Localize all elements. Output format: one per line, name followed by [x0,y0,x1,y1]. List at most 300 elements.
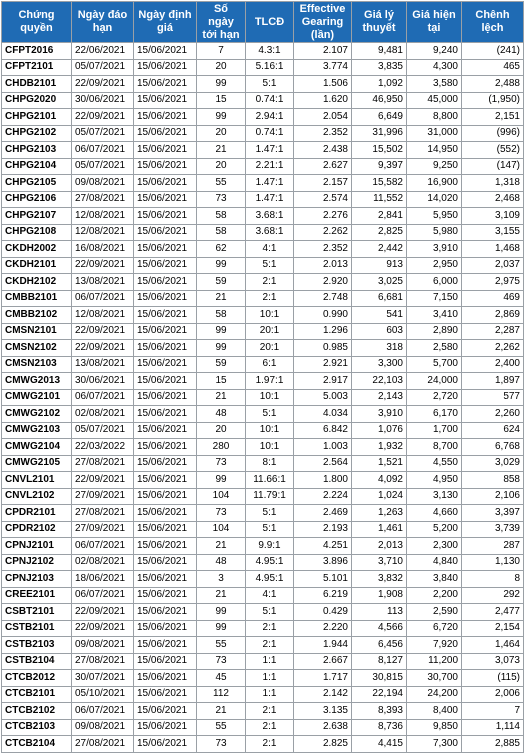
price-difference-cell: 2,287 [462,323,524,340]
theoretical-price-cell: 4,415 [352,736,407,753]
warrant-code-cell: CFPT2016 [2,43,72,60]
maturity-date-cell: 06/07/2021 [72,703,134,720]
current-price-cell: 2,580 [407,340,462,357]
conversion-ratio-cell: 4.3:1 [246,43,294,60]
table-row [2,703,524,720]
days-to-maturity-cell: 20 [197,158,246,175]
current-price-cell: 3,910 [407,241,462,258]
table-row [2,686,524,703]
days-to-maturity-cell: 99 [197,76,246,93]
valuation-date-cell: 15/06/2021 [134,373,197,390]
maturity-date-cell: 05/07/2021 [72,158,134,175]
table-row [2,389,524,406]
theoretical-price-cell: 2,143 [352,389,407,406]
conversion-ratio-cell: 4.95:1 [246,571,294,588]
warrant-code-cell: CHPG2104 [2,158,72,175]
valuation-date-cell: 15/06/2021 [134,736,197,753]
table-row [2,224,524,241]
conversion-ratio-cell: 10:1 [246,422,294,439]
maturity-date-cell: 06/07/2021 [72,142,134,159]
maturity-date-cell: 30/06/2021 [72,373,134,390]
theoretical-price-cell: 9,481 [352,43,407,60]
days-to-maturity-cell: 59 [197,356,246,373]
header-chung-quyen: Chứng quyền [2,2,72,43]
table-row [2,323,524,340]
days-to-maturity-cell: 15 [197,373,246,390]
table-header [2,2,524,43]
table-row [2,554,524,571]
price-difference-cell: 2,468 [462,191,524,208]
warrant-code-cell: CSTB2101 [2,620,72,637]
table-row [2,620,524,637]
theoretical-price-cell: 1,076 [352,422,407,439]
conversion-ratio-cell: 1.47:1 [246,191,294,208]
theoretical-price-cell: 1,908 [352,587,407,604]
table-row [2,92,524,109]
valuation-date-cell: 15/06/2021 [134,257,197,274]
maturity-date-cell: 05/07/2021 [72,59,134,76]
conversion-ratio-cell: 2:1 [246,703,294,720]
warrant-code-cell: CMSN2102 [2,340,72,357]
days-to-maturity-cell: 73 [197,455,246,472]
maturity-date-cell: 13/08/2021 [72,356,134,373]
conversion-ratio-cell: 20:1 [246,340,294,357]
effective-gearing-cell: 2.921 [294,356,352,373]
days-to-maturity-cell: 15 [197,92,246,109]
price-difference-cell: 2,400 [462,356,524,373]
maturity-date-cell: 16/08/2021 [72,241,134,258]
conversion-ratio-cell: 9.9:1 [246,538,294,555]
theoretical-price-cell: 113 [352,604,407,621]
effective-gearing-cell: 2.276 [294,208,352,225]
theoretical-price-cell: 1,263 [352,505,407,522]
valuation-date-cell: 15/06/2021 [134,175,197,192]
theoretical-price-cell: 8,736 [352,719,407,736]
conversion-ratio-cell: 5:1 [246,76,294,93]
header-effective-gearing: Effective Gearing (lần) [294,2,352,43]
effective-gearing-cell: 1.717 [294,670,352,687]
days-to-maturity-cell: 55 [197,175,246,192]
days-to-maturity-cell: 20 [197,125,246,142]
current-price-cell: 7,920 [407,637,462,654]
effective-gearing-cell: 1.944 [294,637,352,654]
maturity-date-cell: 05/07/2021 [72,422,134,439]
days-to-maturity-cell: 104 [197,521,246,538]
effective-gearing-cell: 2.574 [294,191,352,208]
conversion-ratio-cell: 5:1 [246,521,294,538]
effective-gearing-cell: 5.101 [294,571,352,588]
maturity-date-cell: 22/09/2021 [72,257,134,274]
current-price-cell: 8,400 [407,703,462,720]
effective-gearing-cell: 3.774 [294,59,352,76]
conversion-ratio-cell: 0.74:1 [246,125,294,142]
current-price-cell: 5,700 [407,356,462,373]
valuation-date-cell: 15/06/2021 [134,208,197,225]
table-row [2,356,524,373]
price-difference-cell: 3,073 [462,653,524,670]
theoretical-price-cell: 541 [352,307,407,324]
theoretical-price-cell: 4,566 [352,620,407,637]
current-price-cell: 3,130 [407,488,462,505]
days-to-maturity-cell: 21 [197,389,246,406]
valuation-date-cell: 15/06/2021 [134,422,197,439]
price-difference-cell: 465 [462,59,524,76]
maturity-date-cell: 27/09/2021 [72,488,134,505]
theoretical-price-cell: 913 [352,257,407,274]
valuation-date-cell: 15/06/2021 [134,719,197,736]
table-row [2,59,524,76]
price-difference-cell: 3,109 [462,208,524,225]
days-to-maturity-cell: 21 [197,587,246,604]
theoretical-price-cell: 15,582 [352,175,407,192]
valuation-date-cell: 15/06/2021 [134,439,197,456]
theoretical-price-cell: 3,835 [352,59,407,76]
maturity-date-cell: 30/07/2021 [72,670,134,687]
warrant-code-cell: CKDH2002 [2,241,72,258]
header-chenh-lech: Chênh lệch [462,2,524,43]
effective-gearing-cell: 3.135 [294,703,352,720]
theoretical-price-cell: 3,832 [352,571,407,588]
header-tlcd: TLCĐ [246,2,294,43]
days-to-maturity-cell: 55 [197,637,246,654]
table-row [2,76,524,93]
maturity-date-cell: 12/08/2021 [72,307,134,324]
theoretical-price-cell: 30,815 [352,670,407,687]
warrant-code-cell: CHPG2107 [2,208,72,225]
warrant-code-cell: CTCB2012 [2,670,72,687]
valuation-date-cell: 15/06/2021 [134,521,197,538]
effective-gearing-cell: 2.224 [294,488,352,505]
table-row [2,175,524,192]
valuation-date-cell: 15/06/2021 [134,604,197,621]
current-price-cell: 6,720 [407,620,462,637]
valuation-date-cell: 15/06/2021 [134,241,197,258]
valuation-date-cell: 15/06/2021 [134,538,197,555]
maturity-date-cell: 27/08/2021 [72,455,134,472]
table-row [2,488,524,505]
price-difference-cell: 1,130 [462,554,524,571]
warrant-code-cell: CTCB2102 [2,703,72,720]
price-difference-cell: 1,114 [462,719,524,736]
header-ngay-dinh-gia: Ngày định giá [134,2,197,43]
conversion-ratio-cell: 1:1 [246,686,294,703]
current-price-cell: 4,660 [407,505,462,522]
current-price-cell: 14,020 [407,191,462,208]
effective-gearing-cell: 2.142 [294,686,352,703]
days-to-maturity-cell: 58 [197,307,246,324]
valuation-date-cell: 15/06/2021 [134,158,197,175]
conversion-ratio-cell: 1.97:1 [246,373,294,390]
price-difference-cell: (241) [462,43,524,60]
conversion-ratio-cell: 2:1 [246,719,294,736]
conversion-ratio-cell: 20:1 [246,323,294,340]
theoretical-price-cell: 31,996 [352,125,407,142]
theoretical-price-cell: 1,932 [352,439,407,456]
table-row [2,455,524,472]
conversion-ratio-cell: 1:1 [246,653,294,670]
days-to-maturity-cell: 73 [197,191,246,208]
theoretical-price-cell: 2,841 [352,208,407,225]
maturity-date-cell: 06/07/2021 [72,389,134,406]
theoretical-price-cell: 1,092 [352,76,407,93]
warrant-code-cell: CSTB2103 [2,637,72,654]
effective-gearing-cell: 2.193 [294,521,352,538]
current-price-cell: 9,250 [407,158,462,175]
days-to-maturity-cell: 99 [197,620,246,637]
current-price-cell: 4,840 [407,554,462,571]
theoretical-price-cell: 6,681 [352,290,407,307]
conversion-ratio-cell: 2:1 [246,736,294,753]
maturity-date-cell: 09/08/2021 [72,719,134,736]
valuation-date-cell: 15/06/2021 [134,703,197,720]
days-to-maturity-cell: 73 [197,653,246,670]
price-difference-cell: 287 [462,538,524,555]
valuation-date-cell: 15/06/2021 [134,653,197,670]
theoretical-price-cell: 46,950 [352,92,407,109]
maturity-date-cell: 30/06/2021 [72,92,134,109]
valuation-date-cell: 15/06/2021 [134,142,197,159]
effective-gearing-cell: 2.262 [294,224,352,241]
maturity-date-cell: 06/07/2021 [72,538,134,555]
current-price-cell: 31,000 [407,125,462,142]
conversion-ratio-cell: 1.47:1 [246,175,294,192]
current-price-cell: 5,950 [407,208,462,225]
table-row [2,340,524,357]
current-price-cell: 30,700 [407,670,462,687]
warrant-code-cell: CTCB2103 [2,719,72,736]
conversion-ratio-cell: 5:1 [246,257,294,274]
theoretical-price-cell: 2,442 [352,241,407,258]
current-price-cell: 7,300 [407,736,462,753]
warrant-code-cell: CHPG2102 [2,125,72,142]
table-row [2,587,524,604]
effective-gearing-cell: 2.748 [294,290,352,307]
table-body [2,43,524,753]
conversion-ratio-cell: 11.79:1 [246,488,294,505]
current-price-cell: 11,200 [407,653,462,670]
theoretical-price-cell: 6,649 [352,109,407,126]
price-difference-cell: 2,885 [462,736,524,753]
valuation-date-cell: 15/06/2021 [134,323,197,340]
maturity-date-cell: 22/09/2021 [72,620,134,637]
theoretical-price-cell: 9,397 [352,158,407,175]
effective-gearing-cell: 6.842 [294,422,352,439]
valuation-date-cell: 15/06/2021 [134,637,197,654]
warrant-code-cell: CKDH2102 [2,274,72,291]
theoretical-price-cell: 6,456 [352,637,407,654]
price-difference-cell: 292 [462,587,524,604]
price-difference-cell: 2,260 [462,406,524,423]
price-difference-cell: (115) [462,670,524,687]
maturity-date-cell: 22/09/2021 [72,109,134,126]
current-price-cell: 6,170 [407,406,462,423]
table-row [2,521,524,538]
table-row [2,125,524,142]
days-to-maturity-cell: 7 [197,43,246,60]
price-difference-cell: 2,006 [462,686,524,703]
maturity-date-cell: 27/08/2021 [72,736,134,753]
current-price-cell: 7,150 [407,290,462,307]
current-price-cell: 9,240 [407,43,462,60]
warrant-code-cell: CPNJ2103 [2,571,72,588]
theoretical-price-cell: 8,127 [352,653,407,670]
days-to-maturity-cell: 104 [197,488,246,505]
price-difference-cell: 2,488 [462,76,524,93]
maturity-date-cell: 05/07/2021 [72,125,134,142]
effective-gearing-cell: 2.107 [294,43,352,60]
days-to-maturity-cell: 21 [197,538,246,555]
table-row [2,406,524,423]
days-to-maturity-cell: 99 [197,323,246,340]
effective-gearing-cell: 0.985 [294,340,352,357]
price-difference-cell: 2,037 [462,257,524,274]
header-so-ngay-toi-han: Số ngày tới hạn [197,2,246,43]
effective-gearing-cell: 1.620 [294,92,352,109]
theoretical-price-cell: 8,393 [352,703,407,720]
price-difference-cell: (147) [462,158,524,175]
current-price-cell: 24,200 [407,686,462,703]
price-difference-cell: 3,739 [462,521,524,538]
maturity-date-cell: 12/08/2021 [72,224,134,241]
conversion-ratio-cell: 5:1 [246,604,294,621]
conversion-ratio-cell: 3.68:1 [246,208,294,225]
warrant-code-cell: CMWG2105 [2,455,72,472]
current-price-cell: 2,590 [407,604,462,621]
conversion-ratio-cell: 0.74:1 [246,92,294,109]
price-difference-cell: 624 [462,422,524,439]
warrant-code-cell: CMBB2102 [2,307,72,324]
conversion-ratio-cell: 10:1 [246,439,294,456]
warrant-code-cell: CMWG2013 [2,373,72,390]
maturity-date-cell: 22/06/2021 [72,43,134,60]
header-row [2,2,524,43]
days-to-maturity-cell: 73 [197,505,246,522]
price-difference-cell: (552) [462,142,524,159]
conversion-ratio-cell: 1:1 [246,670,294,687]
theoretical-price-cell: 1,521 [352,455,407,472]
warrant-code-cell: CHDB2101 [2,76,72,93]
days-to-maturity-cell: 280 [197,439,246,456]
warrant-code-cell: CMSN2103 [2,356,72,373]
table-row [2,736,524,753]
valuation-date-cell: 15/06/2021 [134,488,197,505]
valuation-date-cell: 15/06/2021 [134,340,197,357]
valuation-date-cell: 15/06/2021 [134,92,197,109]
days-to-maturity-cell: 3 [197,571,246,588]
table-row [2,373,524,390]
days-to-maturity-cell: 59 [197,274,246,291]
effective-gearing-cell: 2.667 [294,653,352,670]
warrant-code-cell: CHPG2103 [2,142,72,159]
current-price-cell: 3,410 [407,307,462,324]
maturity-date-cell: 09/08/2021 [72,175,134,192]
maturity-date-cell: 22/09/2021 [72,604,134,621]
warrant-code-cell: CNVL2102 [2,488,72,505]
price-difference-cell: (996) [462,125,524,142]
conversion-ratio-cell: 2:1 [246,290,294,307]
current-price-cell: 2,720 [407,389,462,406]
days-to-maturity-cell: 45 [197,670,246,687]
table-row [2,142,524,159]
maturity-date-cell: 02/08/2021 [72,554,134,571]
current-price-cell: 16,900 [407,175,462,192]
theoretical-price-cell: 3,300 [352,356,407,373]
theoretical-price-cell: 1,024 [352,488,407,505]
header-gia-hien-tai: Giá hiện tại [407,2,462,43]
conversion-ratio-cell: 10:1 [246,389,294,406]
price-difference-cell: 7 [462,703,524,720]
conversion-ratio-cell: 2:1 [246,620,294,637]
current-price-cell: 2,200 [407,587,462,604]
theoretical-price-cell: 1,461 [352,521,407,538]
current-price-cell: 6,000 [407,274,462,291]
effective-gearing-cell: 2.627 [294,158,352,175]
warrant-code-cell: CNVL2101 [2,472,72,489]
warrant-code-cell: CTCB2101 [2,686,72,703]
current-price-cell: 24,000 [407,373,462,390]
warrant-code-cell: CHPG2101 [2,109,72,126]
table-row [2,719,524,736]
current-price-cell: 2,300 [407,538,462,555]
current-price-cell: 9,850 [407,719,462,736]
days-to-maturity-cell: 99 [197,109,246,126]
effective-gearing-cell: 2.220 [294,620,352,637]
conversion-ratio-cell: 3.68:1 [246,224,294,241]
days-to-maturity-cell: 20 [197,59,246,76]
maturity-date-cell: 22/09/2021 [72,323,134,340]
valuation-date-cell: 15/06/2021 [134,290,197,307]
table-row [2,670,524,687]
current-price-cell: 3,840 [407,571,462,588]
conversion-ratio-cell: 2:1 [246,637,294,654]
warrant-code-cell: CFPT2101 [2,59,72,76]
days-to-maturity-cell: 20 [197,422,246,439]
conversion-ratio-cell: 10:1 [246,307,294,324]
conversion-ratio-cell: 4:1 [246,587,294,604]
effective-gearing-cell: 4.251 [294,538,352,555]
effective-gearing-cell: 2.013 [294,257,352,274]
current-price-cell: 2,890 [407,323,462,340]
effective-gearing-cell: 2.054 [294,109,352,126]
warrant-code-cell: CMWG2103 [2,422,72,439]
current-price-cell: 4,950 [407,472,462,489]
theoretical-price-cell: 603 [352,323,407,340]
effective-gearing-cell: 1.800 [294,472,352,489]
effective-gearing-cell: 1.506 [294,76,352,93]
current-price-cell: 4,550 [407,455,462,472]
effective-gearing-cell: 2.920 [294,274,352,291]
maturity-date-cell: 06/07/2021 [72,587,134,604]
warrant-code-cell: CKDH2101 [2,257,72,274]
days-to-maturity-cell: 99 [197,472,246,489]
maturity-date-cell: 22/03/2022 [72,439,134,456]
days-to-maturity-cell: 58 [197,208,246,225]
days-to-maturity-cell: 48 [197,554,246,571]
conversion-ratio-cell: 5:1 [246,505,294,522]
table-row [2,191,524,208]
days-to-maturity-cell: 21 [197,703,246,720]
theoretical-price-cell: 3,710 [352,554,407,571]
valuation-date-cell: 15/06/2021 [134,125,197,142]
price-difference-cell: 1,468 [462,241,524,258]
conversion-ratio-cell: 11.66:1 [246,472,294,489]
maturity-date-cell: 06/07/2021 [72,290,134,307]
table-row [2,422,524,439]
conversion-ratio-cell: 4:1 [246,241,294,258]
price-difference-cell: 3,029 [462,455,524,472]
table-row [2,307,524,324]
theoretical-price-cell: 11,552 [352,191,407,208]
